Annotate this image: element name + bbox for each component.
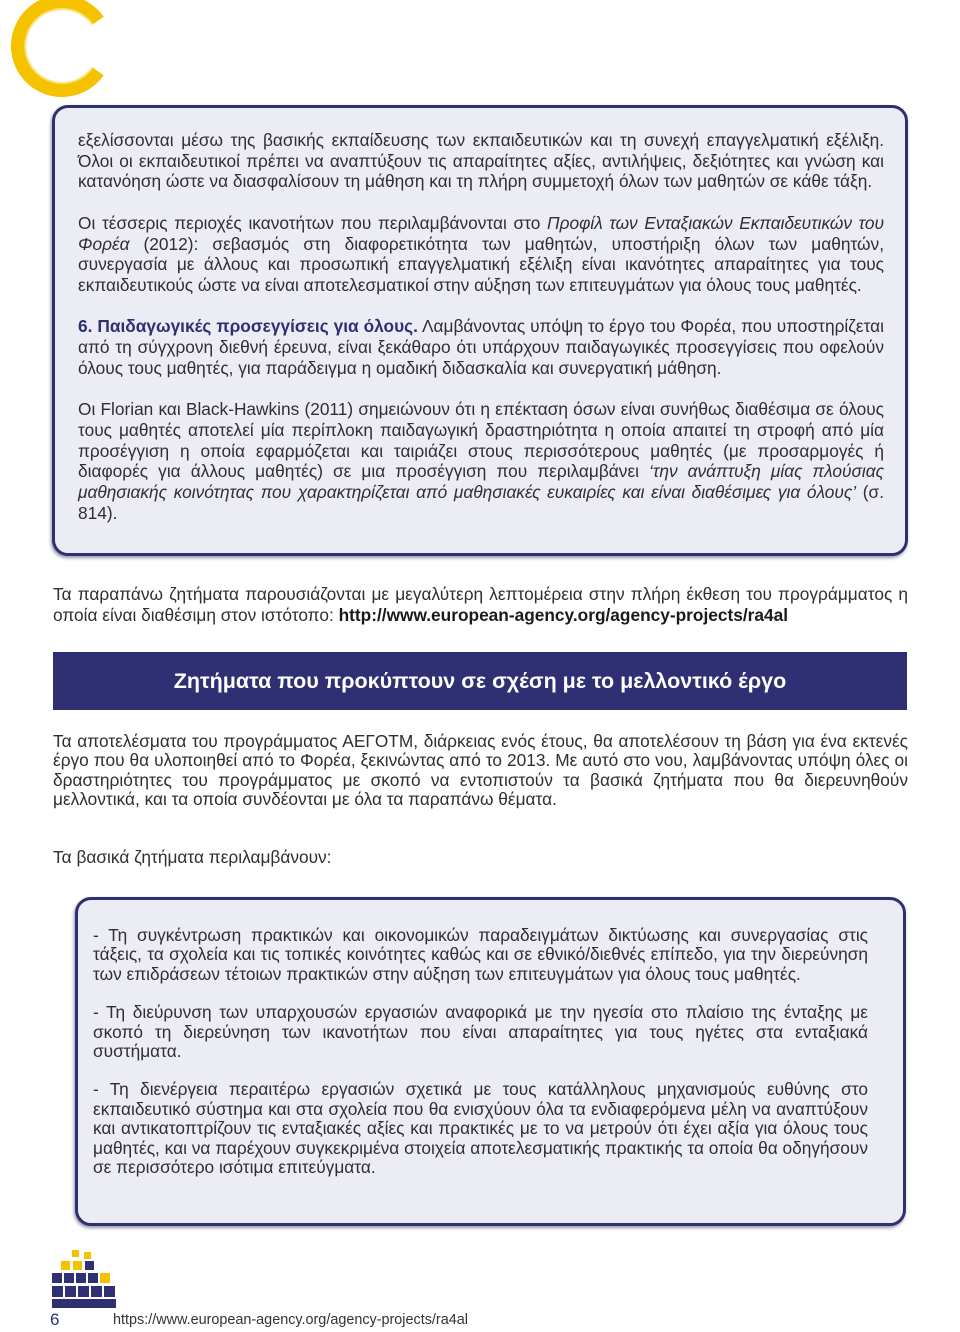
- logo-square: [61, 1261, 70, 1270]
- pixel-squares-logo-icon: [48, 1248, 120, 1310]
- yellow-ring-logo-svg: [0, 0, 120, 110]
- logo-square: [72, 1250, 79, 1257]
- summary-box: [52, 105, 908, 556]
- pixel-squares-logo-svg: [48, 1248, 120, 1310]
- page-reference: (σ. 814).: [78, 481, 885, 523]
- report-availability-paragraph: [53, 584, 908, 626]
- box-paragraph-2: [78, 213, 884, 296]
- logo-square: [88, 1273, 98, 1283]
- logo-square: [76, 1273, 86, 1283]
- citation-quote-italic: ‘την ανάπτυξη μίας πλούσιας μαθησιακής κοινότητας που χαρακτηρίζεται από μαθησιακές ευκαιρίες και είναι διαθέσιμες για όλους’: [78, 461, 884, 502]
- box-paragraph-3: [78, 316, 884, 378]
- box-paragraph-4: [78, 399, 884, 523]
- paragraph-text: Τα παραπάνω ζητήματα παρουσιάζονται με μεγαλύτερη λεπτομέρεια στην πλήρη έκθεση του προγράμματος η οποία είναι διαθέσιμη στον ιστότοπο:: [53, 584, 908, 625]
- paragraph-text: Λαμβάνοντας υπόψη το έργο του Φορέα, που υποστηρίζεται από τη σύγχρονη διεθνή έρευνα, είναι ξεκάθαρο ότι υπάρχουν παιδαγωγικές προσεγγίσεις που οφελούν όλους τους μαθητές, για παράδειγμα η ομαδική διδασκαλία και συνεργατική μάθηση.: [78, 316, 885, 378]
- paragraph-text: Οι Florian και Black-Hawkins (2011) σημειώνουν ότι η επέκταση όσων είναι συνήθως διαθέσιμα σε όλους τους μαθητές αποτελεί μία περίπλοκη παιδαγωγική δραστηριότητα η οποία απαιτεί τη στροφή από μία προσέγγιση η οποία εφαρμόζεται και ταιριάζει στους περισσότερους μαθητές (με προσαρμογές ή διαφορές για άλλους μαθητές) σε μια προσέγγιση που περιλαμβάνει: [78, 399, 884, 482]
- future-work-paragraph: Τα αποτελέσματα του προγράμματος ΑΕΓΟΤΜ, διάρκειας ενός έτους, θα αποτελέσουν τη βάση για ένα εκτενές έργο που θα υλοποιηθεί από το Φορέα, ξεκινώντας από το 2013. Με αυτό στο νου, λαμβάνοντας υπόψη όλες οι δραστηριότητες του προγράμματος με σκοπό να εντοπιστούν τα βασικά ζητήματα που θα διερευνηθούν μελλοντικά, και τα οποία συνδέονται με όλα τα παραπάνω θέματα.: [53, 731, 908, 810]
- logo-base-bar: [52, 1299, 116, 1308]
- logo-square: [64, 1273, 74, 1283]
- project-website-link[interactable]: http://www.european-agency.org/agency-projects/ra4al: [338, 605, 789, 625]
- yellow-ring-logo-icon: [0, 0, 120, 110]
- logo-ring-arc: [18, 2, 98, 90]
- logo-square: [100, 1273, 110, 1283]
- logo-square: [52, 1273, 62, 1283]
- key-issues-intro: Τα βασικά ζητήματα περιλαμβάνουν:: [53, 847, 332, 867]
- paragraph-text: (2012): σεβασμός στη διαφορετικότητα των μαθητών, υποστήριξη όλων των μαθητών, συνεργασία με άλλους και προσωπική επαγγελματική εξέλιξη είναι ικανότητες απαραίτητες για τους εκπαιδευτικούς ώστε να είναι αποτελεσματικοί στην αύξηση των επιτευγμάτων για όλους τους μαθητές.: [78, 233, 884, 295]
- key-issues-box: [75, 897, 906, 1226]
- pedagogical-approaches-heading: 6. Παιδαγωγικές προσεγγίσεις για όλους.: [78, 316, 418, 337]
- section-banner: [53, 652, 907, 710]
- logo-square: [78, 1286, 89, 1297]
- list-item: - Τη διενέργεια περαιτέρω εργασιών σχετικά με τους κατάλληλους μηχανισμούς ευθύνης στο εκπαιδευτικό σύστημα και στα σχολεία που θα ενισχύουν όλα τα ενδιαφερόμενα μέλη να αναπτύξουν και αντικατοπτρίζουν τις ενταξιακές αξίες και πρακτικές με το να μετρούν ότι έχει αξία για όλους τους μαθητές, και να παρέχουν συγκεκριμένα στοιχεία αποτελεσματικής πρακτικής τα οποία θα οδηγήσουν σε περισσότερο ισότιμα επιτεύγματα.: [93, 1079, 868, 1178]
- logo-square: [52, 1286, 63, 1297]
- box-paragraph-1: εξελίσσονται μέσω της βασικής εκπαίδευσης των εκπαιδευτικών και τη συνεχή επαγγελματική εξέλιξη. Όλοι οι εκπαιδευτικοί πρέπει να αναπτύξουν τις απαραίτητες αξίες, αντιλήψεις, δεξιότητες και γνώση και κατανόηση ώστε να διασφαλίσουν τη μάθηση και τη πλήρη συμμετοχή όλων των μαθητών σε κάθε τάξη.: [78, 130, 884, 192]
- logo-ring-highlight: [25, 9, 92, 83]
- logo-square: [84, 1252, 91, 1259]
- logo-square: [73, 1261, 82, 1270]
- footer-url-link[interactable]: https://www.european-agency.org/agency-projects/ra4al: [113, 1312, 468, 1328]
- list-item: - Τη διεύρυνση των υπαρχουσών εργασιών αναφορικά με την ηγεσία στο πλαίσιο της ένταξης με σκοπό τη διερεύνηση των ικανοτήτων που είναι απαραίτητες για τους ηγέτες στα ενταξιακά συστήματα.: [93, 1002, 868, 1062]
- page-number: 6: [50, 1310, 60, 1329]
- logo-square: [91, 1286, 102, 1297]
- logo-square: [85, 1261, 94, 1270]
- list-item: - Τη συγκέντρωση πρακτικών και οικονομικών παραδειγμάτων δικτύωσης και συνεργασίας στις τάξεις, τα σχολεία και τις τοπικές κοινότητες καθώς και σε εθνικό/διεθνές επίπεδο, για την διερεύνηση των επιδράσεων τέτοιων πρακτικών στην αύξηση των επιτευγμάτων για όλους τους μαθητές.: [93, 925, 868, 984]
- paragraph-text: Οι τέσσερις περιοχές ικανοτήτων που περιλαμβάνονται στο: [78, 212, 548, 233]
- profile-title-italic: Προφίλ των Ενταξιακών Εκπαιδευτικών του Φορέα: [78, 212, 884, 254]
- logo-square: [65, 1286, 76, 1297]
- section-title: Ζητήματα που προκύπτουν σε σχέση με το μελλοντικό έργο: [173, 668, 787, 693]
- logo-square: [104, 1286, 115, 1297]
